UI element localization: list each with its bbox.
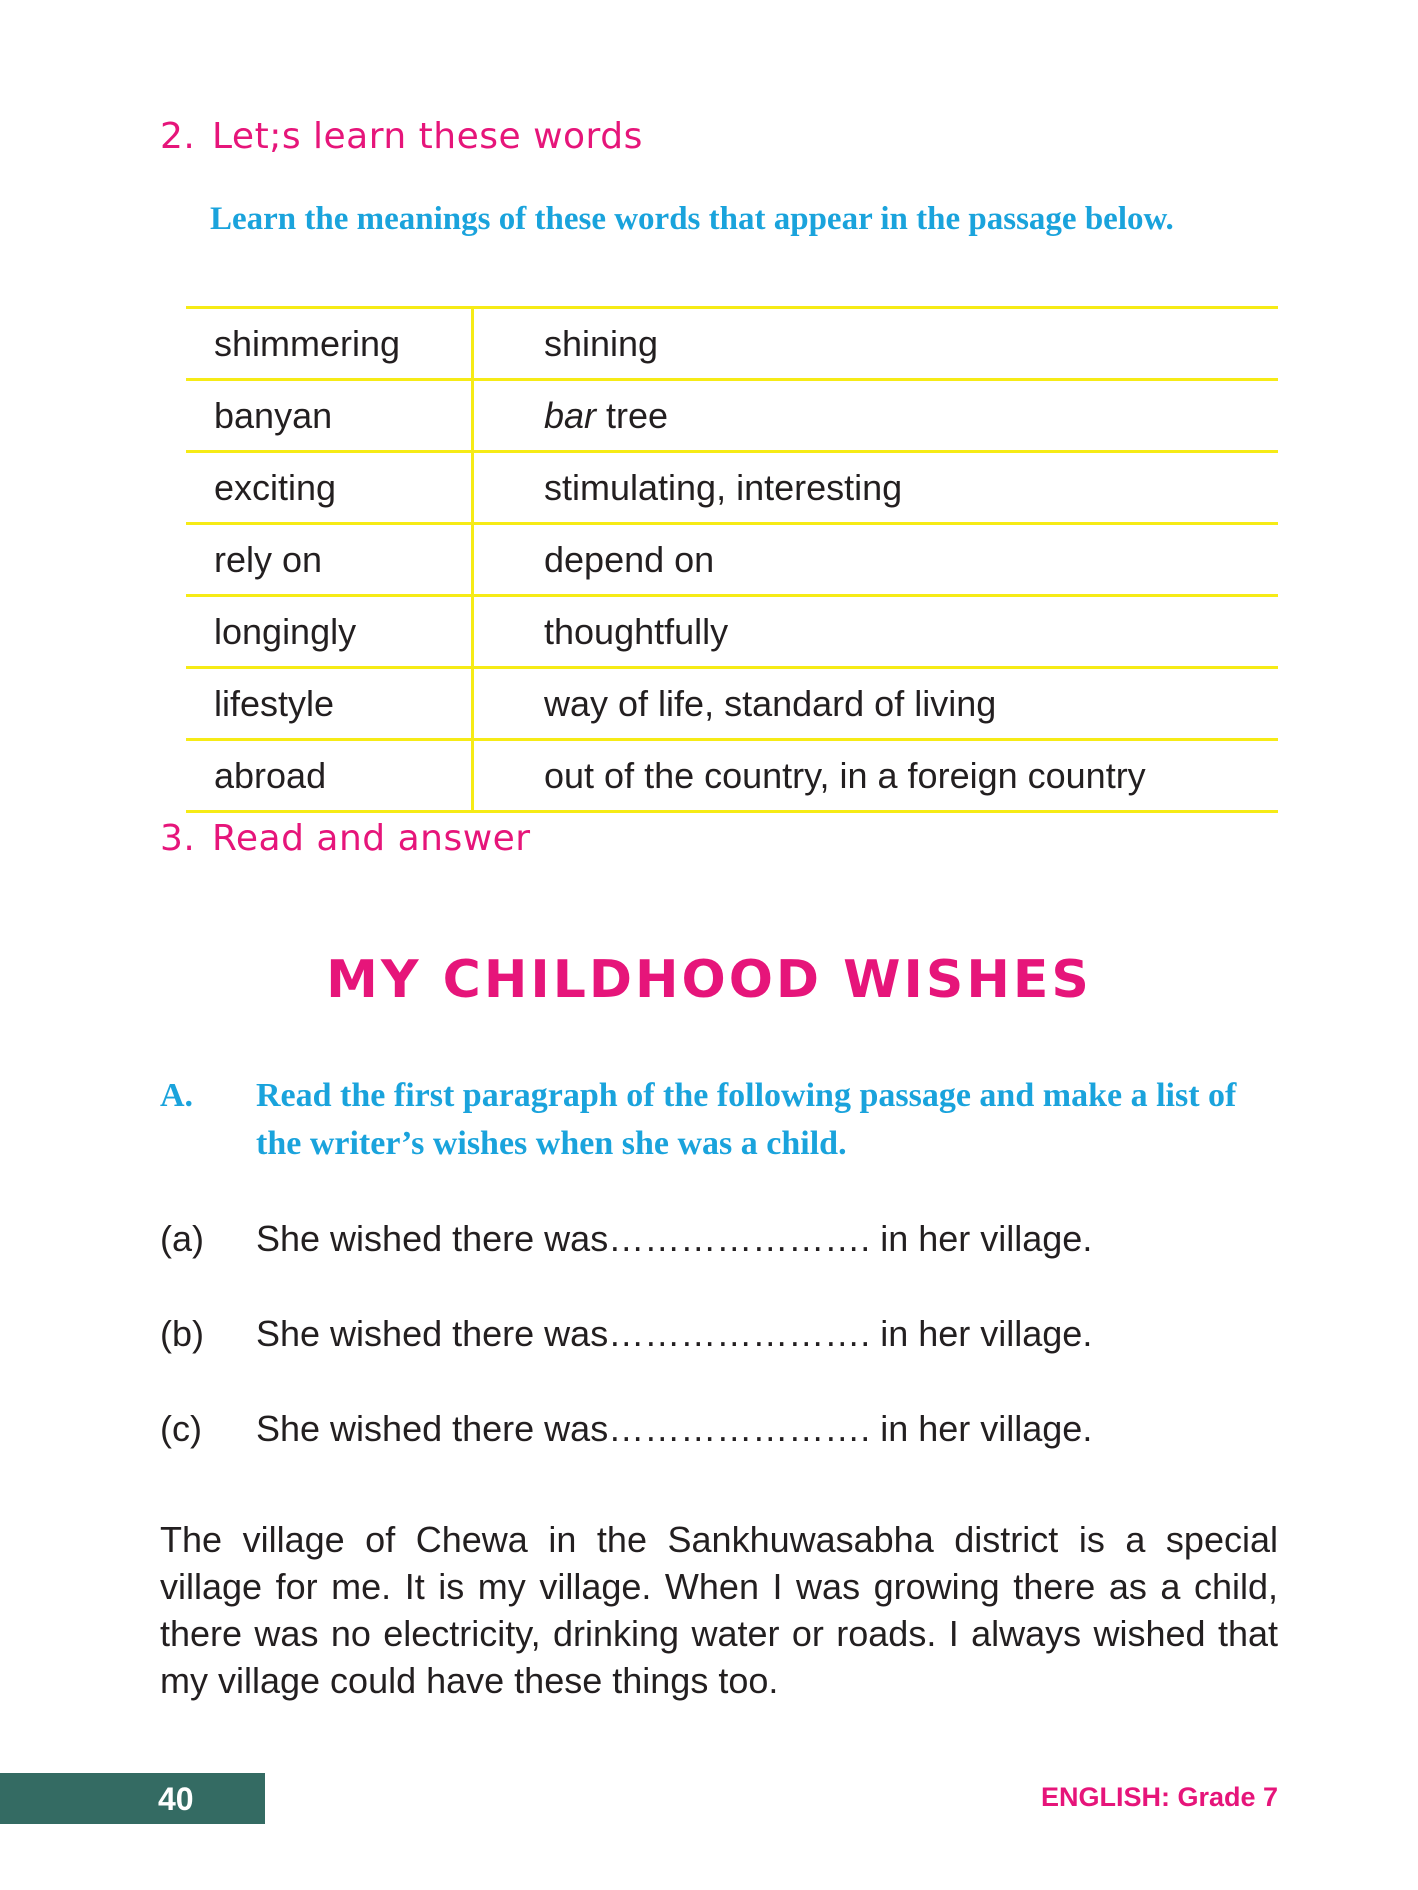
wish-label: (b) [160, 1313, 204, 1354]
page-number: 40 [158, 1781, 194, 1817]
vocabulary-table [186, 306, 1278, 813]
table-row [186, 452, 1278, 524]
vocab-meaning: way of life, standard of living [473, 668, 1279, 740]
wish-label: (c) [160, 1408, 202, 1449]
wish-text: She wished there was…………………. in her village. [256, 1218, 1093, 1259]
section-3-number: 3. [160, 818, 196, 859]
vocab-word: rely on [186, 524, 473, 596]
vocab-meaning [473, 380, 1279, 452]
table-row [186, 524, 1278, 596]
section-3-heading [160, 818, 531, 859]
table-row [186, 380, 1278, 452]
table-row [186, 308, 1278, 380]
vocab-word: exciting [186, 452, 473, 524]
vocab-meaning: thoughtfully [473, 596, 1279, 668]
vocab-meaning: out of the country, in a foreign country [473, 740, 1279, 812]
vocabulary-instruction: Learn the meanings of these words that appear in the passage below. [210, 201, 1174, 237]
wish-text: She wished there was…………………. in her village. [256, 1313, 1093, 1354]
vocab-word: lifestyle [186, 668, 473, 740]
passage-title: MY CHILDHOOD WISHES [326, 950, 1092, 1010]
vocab-meaning-rest: tree [596, 394, 669, 436]
task-a [160, 1072, 1278, 1168]
task-a-text: Read the first paragraph of the following passage and make a list of the writer’s wishes when she was a child. [256, 1077, 1237, 1162]
wish-item-c [160, 1408, 1092, 1450]
section-2-title: Let;s learn these words [212, 116, 643, 157]
table-row [186, 740, 1278, 812]
wish-item-a [160, 1218, 1092, 1260]
task-a-letter: A. [160, 1077, 194, 1114]
section-3-title: Read and answer [212, 818, 531, 859]
vocab-meaning: shining [473, 308, 1279, 380]
wish-text: She wished there was…………………. in her village. [256, 1408, 1093, 1449]
table-row [186, 668, 1278, 740]
vocab-meaning-italic: bar [544, 394, 597, 436]
vocab-meaning: stimulating, interesting [473, 452, 1279, 524]
vocab-word: shimmering [186, 308, 473, 380]
vocab-word: banyan [186, 380, 473, 452]
vocab-word: abroad [186, 740, 473, 812]
wish-item-b [160, 1313, 1092, 1355]
book-title: ENGLISH: Grade 7 [1040, 1782, 1278, 1812]
wish-label: (a) [160, 1218, 204, 1259]
section-2-heading [160, 116, 643, 157]
table-row [186, 596, 1278, 668]
passage-paragraph: The village of Chewa in the Sankhuwasabha district is a special village for me. It is my village. When I was growing there as a child, there was no electricity, drinking water or roads. I always wished that my village could have these things too. [160, 1519, 1278, 1701]
footer-bar [0, 1773, 265, 1824]
vocab-meaning: depend on [473, 524, 1279, 596]
section-2-number: 2. [160, 116, 196, 157]
vocab-word: longingly [186, 596, 473, 668]
